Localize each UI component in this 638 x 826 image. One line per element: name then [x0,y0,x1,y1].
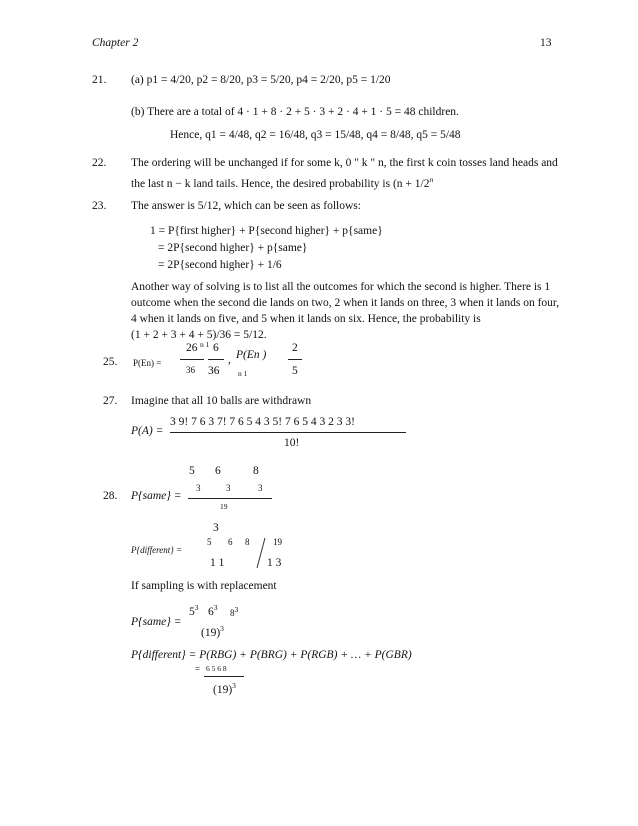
diff-mid-6: 6 [228,537,233,547]
problem-23-eq-1: 1 = P{first higher} + P{second higher} + p{same} [150,225,383,237]
diff-den-base: (19) [213,683,233,696]
diff-bot-1: 1 1 [210,557,225,569]
problem-25-num-6: 6 [213,342,219,354]
problem-25-lhs: P(En) = [133,358,162,368]
different-sum: P{different} = P(RBG) + P(BRG) + P(RGB) + … + P(GBR) [131,649,412,661]
problem-25-den-5: 5 [292,365,298,377]
same-mid-3a: 3 [196,483,201,493]
chapter-label: Chapter 2 [92,37,139,49]
problem-27-numerator: 3 9! 7 6 3 7! 7 6 5 4 3 5! 7 6 5 4 3 2 3 3! [170,416,355,428]
same-top-8: 8 [253,465,259,477]
diff-num: 6 5 6 8 [206,664,227,673]
rep-base-6: 6 [208,605,214,618]
problem-25-num-26: 26 [186,342,198,354]
problem-25-sub-n1: n 1 [238,369,248,378]
rep-base-8: 8 [230,608,235,618]
problem-22-number: 22. [92,157,107,169]
rep-lhs: P{same} = [131,616,182,628]
diff-mid-19: 19 [273,537,282,547]
problem-23-para-line: outcome when the second die lands on two, 2 when it lands on three, 3 when it lands on four, [131,297,560,309]
rep-den-base: (19) [201,626,221,639]
problem-23-eq-2: = 2P{second higher} + p{same} [158,242,308,254]
replacement-line: If sampling is with replacement [131,580,277,592]
problem-25-num-2: 2 [292,342,298,354]
problem-21-number: 21. [92,74,107,86]
same-mid-3c: 3 [258,483,263,493]
diff-mid-8: 8 [245,537,250,547]
rep-exp-6: 3 [213,603,218,612]
problem-25-comma: , [228,354,231,366]
same-den-19: 19 [220,502,228,511]
diff-den-exp: 3 [232,681,236,690]
rep-num-5 [189,604,199,618]
diff-eq-sign: = [195,664,201,674]
same-mid-3b: 3 [226,483,231,493]
same-top-5: 5 [189,465,195,477]
problem-25-den-36: 36 [186,365,195,375]
problem-23-eq-3: = 2P{second higher} + 1/6 [158,259,282,271]
problem-21-part-a: (a) p1 = 4/20, p2 = 8/20, p3 = 5/20, p4 = 2/20, p5 = 1/20 [131,74,391,86]
problem-25-number: 25. [103,356,118,368]
same-top-6: 6 [215,465,221,477]
rep-den-exp: 3 [220,624,224,633]
problem-21-hence: Hence, q1 = 4/48, q2 = 16/48, q3 = 15/48, q4 = 8/48, q5 = 5/48 [170,129,461,141]
diff-fraction-bar [204,676,244,677]
problem-22-line-1: The ordering will be unchanged if for some k, 0 " k " n, the first k coin tosses land heads and [131,157,558,169]
problem-27-denominator: 10! [284,437,300,449]
diff-lhs: P{different} = [131,545,183,555]
page-number: 13 [540,37,552,49]
problem-27-intro: Imagine that all 10 balls are withdrawn [131,395,312,407]
rep-base-5: 5 [189,605,195,618]
problem-25-pen: P(En ) [236,349,267,361]
problem-23-para-line: Another way of solving is to list all the outcomes for which the second is higher. There is 1 [131,281,551,293]
diff-top-3: 3 [213,522,219,534]
diff-bot-2: 1 3 [267,557,282,569]
problem-27-lhs: P(A) = [131,425,164,437]
problem-23-para-line: 4 when it lands on five, and 5 when it lands on six. Hence, the probability is [131,313,481,325]
problem-25-den-36b: 36 [208,365,220,377]
rep-exp-8: 3 [234,605,239,614]
problem-23-number: 23. [92,200,107,212]
problem-22-superscript: n [429,175,434,184]
rep-exp-5: 3 [194,603,199,612]
problem-23-para-line: (1 + 2 + 3 + 4 + 5)/36 = 5/12. [131,329,267,341]
same-lhs: P{same} = [131,490,182,502]
rep-den [201,625,224,639]
diff-mid-5: 5 [207,537,212,547]
problem-21-part-b: (b) There are a total of 4 · 1 + 8 · 2 + 5 · 3 + 2 · 4 + 1 · 5 = 48 children. [131,106,459,118]
problem-23-intro: The answer is 5/12, which can be seen as follows: [131,200,361,212]
problem-27-number: 27. [103,395,118,407]
problem-22-line-2-text: the last n − k land tails. Hence, the desired probability is (n + 1/2 [131,177,430,190]
problem-28-number: 28. [103,490,118,502]
problem-25-sup-n1: n 1 [200,340,210,349]
diff-den [213,682,236,696]
rep-num-8 [230,606,238,618]
rep-num-6 [208,604,218,618]
